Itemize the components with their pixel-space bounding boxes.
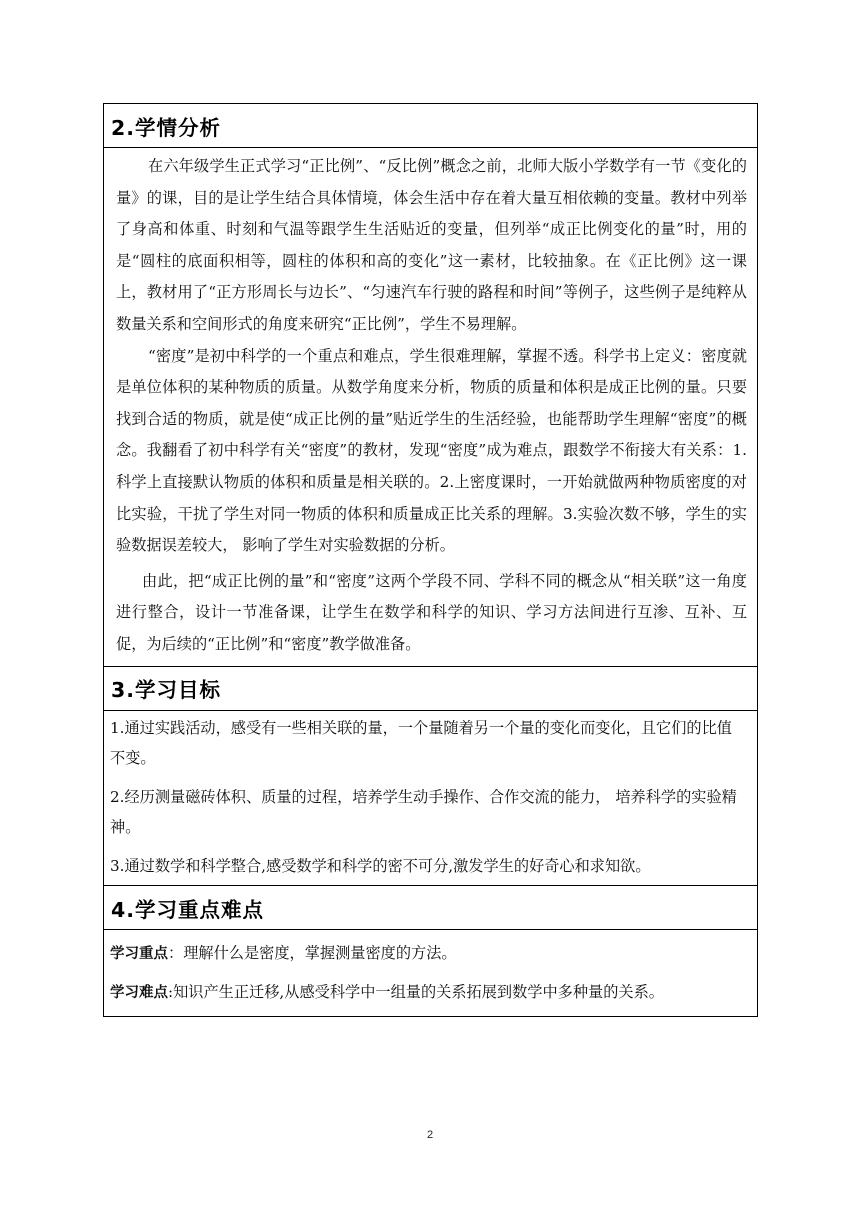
analysis-paragraph: 由此，把“成正比例的量”和“密度”这两个学段不同、学科不同的概念从“相关联”这一角度进行整合，设计一节准备课，让学生在数学和科学的知识、学习方法间进行互渗、互补、互促，为后续的“正比例”和“密度”教学做准备。 <box>116 571 747 653</box>
difficulty-label: 学习难点 <box>110 985 168 1001</box>
key-point-focus <box>110 938 753 969</box>
section-body-analysis <box>104 148 757 667</box>
analysis-paragraph: 在六年级学生正式学习“正比例”、“反比例”概念之前，北师大版小学数学有一节《变化的量》的课，目的是让学生结合具体情境，体会生活中存在着大量互相依赖的变量。教材中列举了身高和体重、时刻和气温等跟学生生活贴近的变量，但列举“成正比例变化的量”时，用的是“圆柱的底面积相等，圆柱的体积和高的变化”这一素材，比较抽象。在《正比例》这一课上，教材用了“正方形周长与边长”、“匀速汽车行驶的路程和时间”等例子，这些例子是纯粹从数量关系和空间形式的角度来研究“正比例”，学生不易理解。 <box>116 157 747 333</box>
section-body-key-points <box>104 930 757 1016</box>
section-title: 3.学习目标 <box>111 678 222 702</box>
focus-label: 学习重点 <box>110 946 168 962</box>
section-header-analysis <box>104 104 757 148</box>
page-number: 2 <box>426 1129 434 1141</box>
lesson-plan-table <box>103 103 758 1017</box>
analysis-paragraph: “密度”是初中科学的一个重点和难点，学生很难理解，掌握不透。科学书上定义：密度就是单位体积的某种物质的质量。从数学角度来分析，物质的质量和体积是成正比例的量。只要找到合适的物质，就是使“成正比例的量”贴近学生的生活经验，也能帮助学生理解“密度”的概念。我翻看了初中科学有关“密度”的教材，发现“密度”成为难点，跟数学不衔接大有关系：1.科学上直接默认物质的体积和质量是相关联的。2.上密度课时，一开始就做两种物质密度的对比实验，干扰了学生对同一物质的体积和质量成正比关系的理解。3.实验次数不够，学生的实验数据误差较大， 影响了学生对实验数据的分析。 <box>116 346 747 555</box>
focus-text: ：理解什么是密度，掌握测量密度的方法。 <box>168 944 457 962</box>
objective-item: 3.通过数学和科学整合,感受数学和科学的密不可分,激发学生的好奇心和求知欲。 <box>110 856 651 875</box>
objective-item: 1.通过实践活动，感受有一些相关联的量，一个量随着另一个量的变化而变化，且它们的比值不变。 <box>110 718 732 767</box>
objective-item: 2.经历测量磁砖体积、质量的过程，培养学生动手操作、合作交流的能力， 培养科学的实验精神。 <box>110 787 737 836</box>
section-title: 2.学情分析 <box>111 115 222 140</box>
key-point-difficulty <box>110 977 753 1008</box>
section-header-key-points <box>104 886 757 930</box>
difficulty-text: :知识产生正迁移,从感受科学中一组量的关系拓展到数学中多种量的关系。 <box>168 983 664 1001</box>
section-header-objectives <box>104 667 757 711</box>
section-body-objectives <box>104 711 757 887</box>
section-title: 4.学习重点难点 <box>111 897 265 922</box>
